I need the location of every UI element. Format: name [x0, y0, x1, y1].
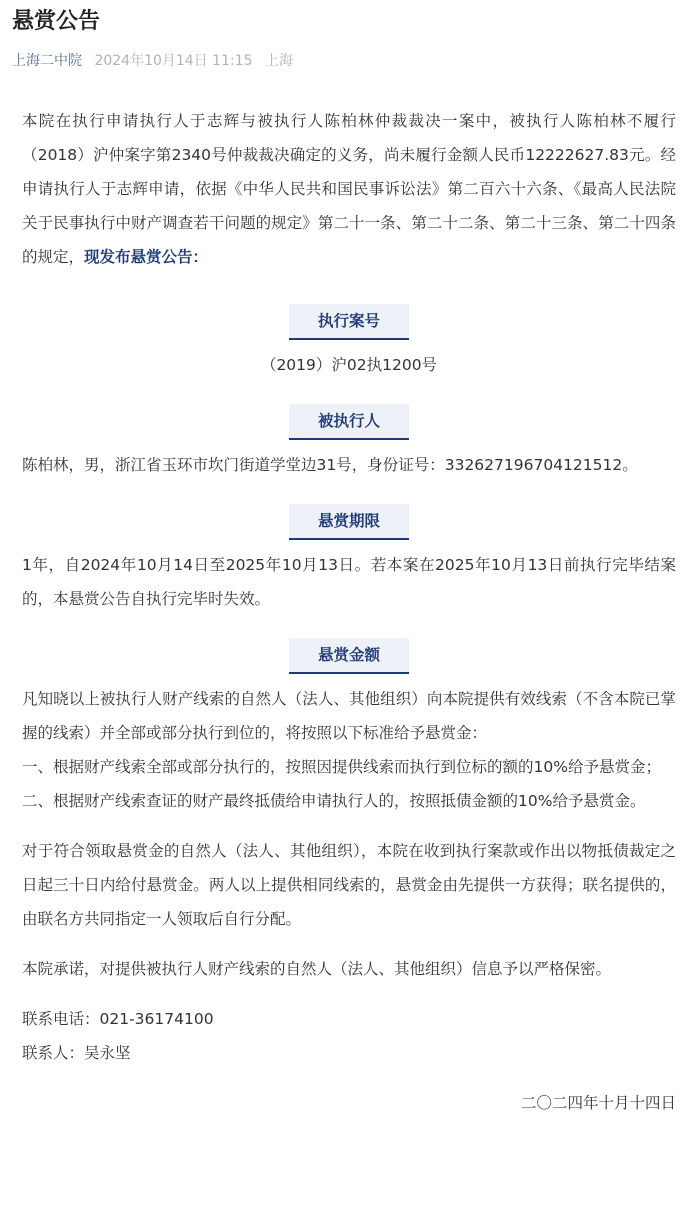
article-body: [22, 104, 676, 1120]
section-tag: 执行案号: [289, 304, 409, 340]
intro-text: 本院在执行申请执行人于志辉与被执行人陈柏林仲裁裁决一案中，被执行人陈柏林不履行（2018）沪仲案字第2340号仲裁裁决确定的义务，尚未履行金额人民币12222627.83元。经申请执行人于志辉申请，依据《中华人民共和国民事诉讼法》第二百六十六条、《最高人民法院关于民事执行中财产调查若干问题的规定》第二十一条、第二十二条、第二十三条、第二十四条的规定，: [22, 112, 676, 266]
payment-paragraph: 对于符合领取悬赏金的自然人（法人、其他组织），本院在收到执行案款或作出以物抵债裁定之日起三十日内给付悬赏金。两人以上提供相同线索的，悬赏金由先提供一方获得；联名提供的，由联名方共同指定一人领取后自行分配。: [22, 842, 676, 928]
footer-date: 二〇二四年十月十四日: [520, 1094, 676, 1112]
intro-paragraph: [22, 104, 676, 274]
publish-date: 2024年10月14日 11:15: [94, 53, 253, 69]
period-text: 1年，自2024年10月14日至2025年10月13日。若本案在2025年10月13日前执行完毕结案的，本悬赏公告自执行完毕时失效。: [22, 556, 676, 608]
contact-phone: 联系电话：021-36174100: [22, 1010, 214, 1028]
section-tag: 悬赏金额: [289, 638, 409, 674]
article-meta: [12, 50, 293, 72]
intro-emphasis: 现发布悬赏公告：: [84, 248, 209, 266]
amount-item-1: 一、根据财产线索全部或部分执行的，按照因提供线索而执行到位标的额的10%给予悬赏金；: [22, 758, 661, 776]
amount-intro: 凡知晓以上被执行人财产线索的自然人（法人、其他组织）向本院提供有效线索（不含本院已掌握的线索）并全部或部分执行到位的，将按照以下标准给予悬赏金：: [22, 690, 676, 742]
confidentiality-paragraph: 本院承诺，对提供被执行人财产线索的自然人（法人、其他组织）信息予以严格保密。: [22, 960, 612, 978]
section-tag: 被执行人: [289, 404, 409, 440]
contact-person: 联系人：吴永坚: [22, 1044, 131, 1062]
section-period-heading: [22, 504, 676, 540]
publish-location: 上海: [264, 53, 293, 69]
source-link[interactable]: 上海二中院: [12, 53, 82, 69]
section-case-no-heading: [22, 304, 676, 340]
amount-item-2: 二、根据财产线索查证的财产最终抵债给申请执行人的，按照抵债金额的10%给予悬赏金。: [22, 792, 646, 810]
case-number: （2019）沪02执1200号: [260, 356, 438, 374]
article-title: 悬赏公告: [12, 9, 101, 34]
section-respondent-heading: [22, 404, 676, 440]
section-amount-heading: [22, 638, 676, 674]
section-tag: 悬赏期限: [289, 504, 409, 540]
respondent-info: 陈柏林，男，浙江省玉环市坎门街道学堂边31号，身份证号：332627196704121512。: [22, 456, 638, 474]
